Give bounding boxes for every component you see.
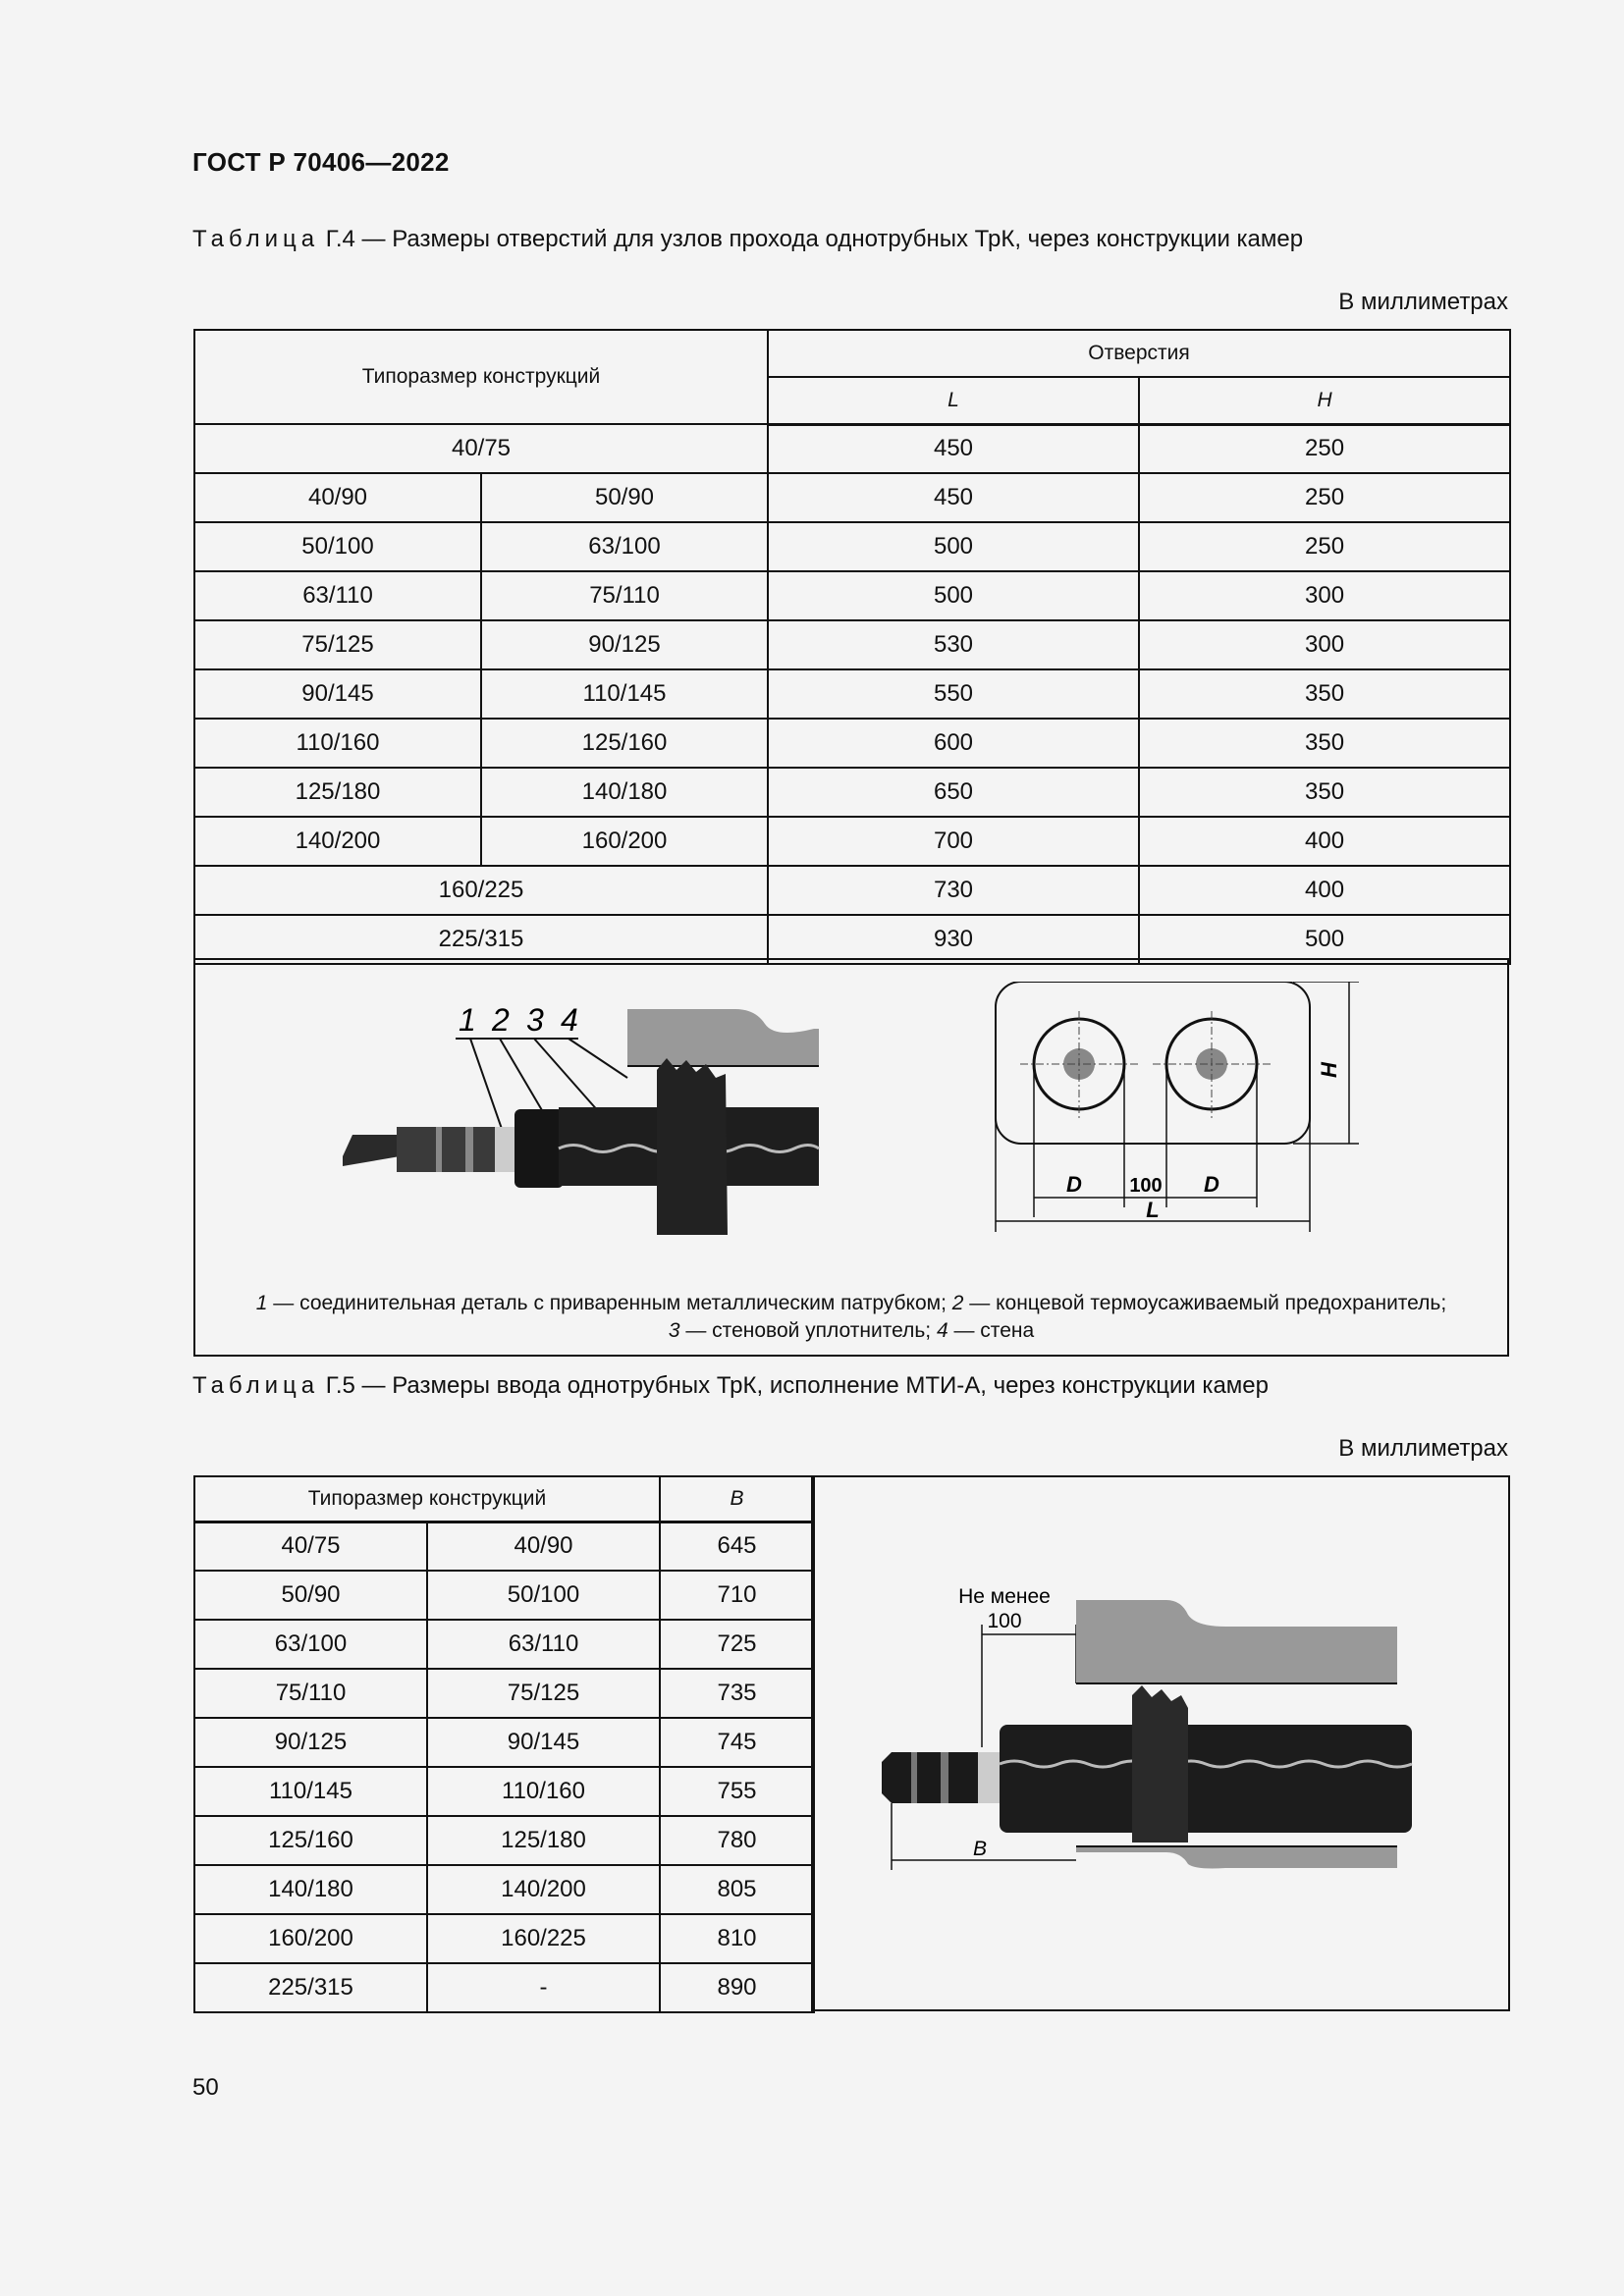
table4-caption-number: Г.4 [325,226,355,252]
table5-cell-B: 735 [660,1669,814,1718]
table5-cell-size-a: 75/110 [194,1669,427,1718]
table-row [194,817,1510,866]
figure-legend [195,1290,1507,1345]
table5-cell-size-b: 40/90 [427,1522,660,1571]
table4-cell-L: 500 [768,522,1139,571]
table5-cell-size-b: 160/225 [427,1914,660,1963]
table5-header-size: Типоразмер конструкций [194,1476,660,1522]
table4-cell-L: 450 [768,473,1139,522]
table5-cell-size-a: 40/75 [194,1522,427,1571]
table5-cell-size-a: 160/200 [194,1914,427,1963]
table4-cell-size-a: 75/125 [194,620,481,669]
table4-cell-H: 250 [1139,522,1510,571]
dim-D-left: D [1066,1172,1082,1197]
table5-cell-B: 725 [660,1620,814,1669]
table-row [194,522,1510,571]
wall-seal-drawing [1132,1685,1188,1842]
table4-cell-size: 160/225 [194,866,768,915]
dim-H: H [1317,1062,1341,1078]
table-row [194,1669,814,1718]
heat-shrink-cap-drawing [514,1109,564,1188]
table5-cell-B: 780 [660,1816,814,1865]
table-row [194,1767,814,1816]
legend-text-2: — концевой термоусаживаемый предохранитель; [963,1292,1447,1314]
dim-100: 100 [1129,1175,1163,1197]
table4-header-H: H [1139,377,1510,424]
table5-cell-B: 890 [660,1963,814,2012]
legend-num-2: 2 [951,1292,964,1314]
table4-cell-L: 730 [768,866,1139,915]
table5-cell-size-b: 140/200 [427,1865,660,1914]
table-row [194,1963,814,2012]
legend-text-1: — соединительная деталь с приваренным металлическим патрубком; [267,1292,952,1314]
table4-cell-L: 500 [768,571,1139,620]
table4-cell-size-a: 40/90 [194,473,481,522]
dim-L: L [1146,1198,1160,1222]
dim-D-right: D [1204,1172,1219,1197]
table4-cell-size-b: 90/125 [481,620,768,669]
table4 [193,329,1511,965]
fitting-ring [436,1127,442,1172]
table5-cell-size-b: 90/145 [427,1718,660,1767]
insulated-pipe-drawing [1000,1725,1412,1833]
table4-cell-L: 530 [768,620,1139,669]
table4-caption [192,226,1303,253]
table5-cell-size-b: 125/180 [427,1816,660,1865]
table4-cell-L: 930 [768,915,1139,964]
table5-cell-B: 710 [660,1571,814,1620]
table-row [194,1816,814,1865]
legend-num-3: 3 [668,1319,680,1342]
table5-caption-number: Г.5 [325,1372,355,1399]
table4-cell-H: 250 [1139,473,1510,522]
table4-cell-L: 700 [768,817,1139,866]
pipe-entry-drawing [882,1575,1471,1909]
table4-cell-size: 40/75 [194,424,768,473]
dim-B: B [972,1838,988,1860]
table5-figure-panel [811,1475,1510,2011]
table4-cell-L: 600 [768,719,1139,768]
table4-cell-H: 350 [1139,669,1510,719]
table4-cell-L: 450 [768,424,1139,473]
table5-cell-size-a: 110/145 [194,1767,427,1816]
table4-header-L: L [768,377,1139,424]
table4-header-size: Типоразмер конструкций [194,330,768,424]
table4-units: В миллиметрах [1338,289,1508,315]
table-row [194,1620,814,1669]
wall-lower-drawing [1076,1846,1397,1869]
table4-cell-H: 400 [1139,817,1510,866]
legend-text-4: — стена [947,1319,1035,1342]
table4-cell-size-b: 110/145 [481,669,768,719]
table5-cell-B: 645 [660,1522,814,1571]
table-row [194,424,1510,473]
fitting-ring [941,1752,948,1803]
table4-cell-size-b: 50/90 [481,473,768,522]
table4-cell-H: 400 [1139,866,1510,915]
table5-cell-size-a: 125/160 [194,1816,427,1865]
table5-cell-size-a: 50/90 [194,1571,427,1620]
callout-1: 1 [459,1002,476,1038]
table4-cell-size-b: 63/100 [481,522,768,571]
table5-caption-text: — Размеры ввода однотрубных ТрК, исполнение МТИ-А, через конструкции камер [361,1372,1269,1399]
callout-3: 3 [526,1002,544,1038]
table5-cell-size-b: 50/100 [427,1571,660,1620]
table-row [194,1914,814,1963]
table5-cell-size-a: 140/180 [194,1865,427,1914]
label-not-less: Не менее [958,1585,1051,1608]
table4-cell-size: 225/315 [194,915,768,964]
table4-cell-L: 650 [768,768,1139,817]
table4-cell-H: 500 [1139,915,1510,964]
table-row [194,1718,814,1767]
table4-cell-size-a: 140/200 [194,817,481,866]
table-row [194,1865,814,1914]
wall-seal-drawing [657,1058,728,1235]
table5-cell-B: 805 [660,1865,814,1914]
table-row [194,768,1510,817]
label-100: 100 [987,1610,1022,1632]
legend-num-4: 4 [936,1319,948,1342]
pipe-passage-drawing [343,980,834,1274]
table5-cell-size-b: - [427,1963,660,2012]
table4-cell-size-b: 140/180 [481,768,768,817]
table4-caption-text: — Размеры отверстий для узлов прохода однотрубных ТрК, через конструкции камер [361,226,1304,252]
metal-sleeve-drawing [495,1127,516,1172]
table-row [194,1571,814,1620]
table5-cell-size-a: 225/315 [194,1963,427,2012]
legend-text-3: — стеновой уплотнитель; [679,1319,937,1342]
table-row [194,866,1510,915]
table4-cell-L: 550 [768,669,1139,719]
table5-cell-B: 745 [660,1718,814,1767]
table4-cell-H: 350 [1139,768,1510,817]
table4-cell-H: 250 [1139,424,1510,473]
table4-cell-size-b: 75/110 [481,571,768,620]
table4-cell-H: 300 [1139,620,1510,669]
table-row [194,1522,814,1571]
table5 [193,1475,815,2013]
wall-section-drawing [627,1009,819,1066]
table4-figure-panel [193,958,1509,1357]
table-row [194,669,1510,719]
table4-cell-size-a: 63/110 [194,571,481,620]
table4-caption-word: Таблица [192,226,320,252]
table5-header-B: B [660,1476,814,1522]
table4-cell-H: 300 [1139,571,1510,620]
callout-2: 2 [492,1002,510,1038]
table5-caption-word: Таблица [192,1372,320,1399]
table5-cell-size-b: 75/125 [427,1669,660,1718]
table5-cell-size-a: 90/125 [194,1718,427,1767]
table5-cell-size-b: 63/110 [427,1620,660,1669]
table-row [194,719,1510,768]
table-row [194,915,1510,964]
table5-units: В миллиметрах [1338,1435,1508,1462]
table4-cell-size-b: 125/160 [481,719,768,768]
table4-cell-size-a: 90/145 [194,669,481,719]
table4-cell-size-a: 50/100 [194,522,481,571]
table4-header-openings: Отверстия [768,330,1510,377]
openings-dimension-drawing [981,982,1413,1266]
table-row [194,571,1510,620]
document-code: ГОСТ Р 70406—2022 [192,147,450,177]
callout-4: 4 [561,1002,578,1038]
table5-cell-size-b: 110/160 [427,1767,660,1816]
table4-cell-size-a: 125/180 [194,768,481,817]
table-row [194,620,1510,669]
table5-caption [192,1372,1269,1400]
legend-num-1: 1 [255,1292,268,1314]
table5-cell-B: 810 [660,1914,814,1963]
opening-outline [996,982,1310,1144]
page-number: 50 [192,2074,219,2101]
table5-cell-B: 755 [660,1767,814,1816]
table4-cell-size-b: 160/200 [481,817,768,866]
table4-cell-H: 350 [1139,719,1510,768]
table4-cell-size-a: 110/160 [194,719,481,768]
table5-cell-size-a: 63/100 [194,1620,427,1669]
wall-upper-drawing [1076,1600,1397,1683]
fitting-ring [911,1752,917,1803]
table-row [194,473,1510,522]
fitting-ring [465,1127,473,1172]
